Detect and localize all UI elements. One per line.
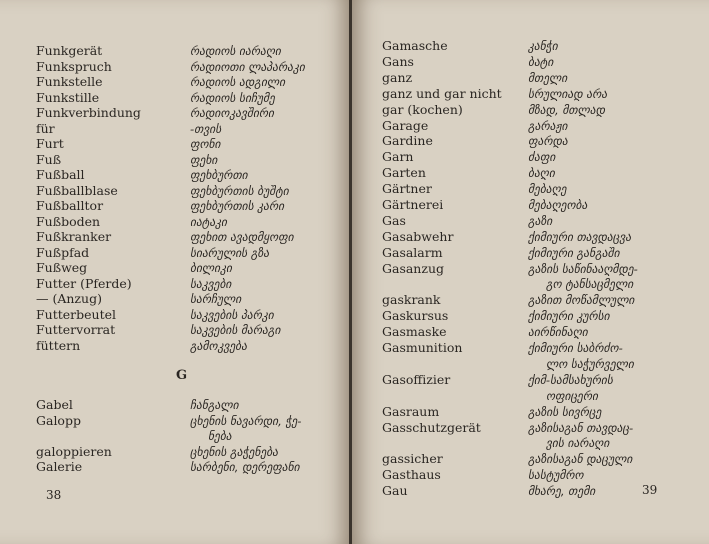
german-headword: Fußpfad (36, 244, 90, 260)
georgian-translation: რადიოს იარაღი (190, 44, 281, 58)
german-headword: galoppieren (36, 443, 112, 459)
german-headword: Funkstille (36, 89, 100, 105)
georgian-translation: რადიოს ადგილი (190, 75, 286, 89)
german-headword: Gasalarm (382, 244, 443, 260)
german-headword: Fußball (36, 167, 85, 182)
georgian-translation: გაზისაგან დაცული (528, 452, 633, 467)
german-headword: Gasabwehr (382, 228, 454, 244)
german-headword: Gasschutzgerät (382, 419, 481, 435)
georgian-translation: მებაღე (528, 182, 567, 197)
georgian-translation: ცხენის ნავარდი, ჭე- (190, 413, 302, 428)
german-headword: Gans (382, 53, 414, 69)
georgian-translation: გაზის საწინააღმდე- (528, 261, 638, 276)
german-headword: Funkverbindung (36, 105, 141, 120)
georgian-translation: ფეხით ავადმყოფი (190, 230, 294, 244)
left-page (0, 0, 351, 544)
georgian-translation-continued: ნება (208, 429, 232, 443)
german-headword: gaskrank (382, 292, 441, 308)
german-headword: ganz (382, 69, 413, 85)
georgian-translation: ფარდა (528, 134, 568, 149)
german-headword: Gasmunition (382, 340, 463, 356)
georgian-translation: სასტუმრო (528, 468, 584, 483)
german-headword: Furt (36, 136, 64, 151)
german-headword: Gabel (36, 397, 73, 412)
german-headword: — (Anzug) (36, 291, 102, 306)
german-headword: Fußweg (36, 260, 88, 275)
georgian-translation: ფეხბურთის ბუშტი (190, 183, 289, 198)
georgian-translation: მთელი (528, 70, 568, 85)
georgian-translation: ძაფი (528, 150, 556, 165)
german-headword: Funkspruch (36, 58, 112, 74)
georgian-translation: ფეხბურთი (190, 168, 248, 182)
german-headword: Futterbeutel (36, 306, 117, 322)
german-headword: Galerie (36, 459, 83, 474)
german-headword: Gärtnerei (382, 197, 444, 212)
georgian-translation: სრულიად არა (528, 86, 608, 101)
german-headword: Fußboden (36, 213, 101, 229)
german-headword: Gasoffizier (382, 371, 451, 387)
georgian-translation: ქიმიური საბრძო- (528, 341, 623, 356)
german-headword: Funkgerät (36, 43, 103, 58)
german-headword: gar (kochen) (382, 101, 463, 117)
georgian-translation: მხარე, თემი (528, 484, 596, 499)
georgian-translation: მზად, მთლად (528, 102, 606, 117)
german-headword: Fußkranker (36, 229, 112, 244)
page-number-right: 39 (642, 483, 658, 497)
georgian-translation: -თვის (190, 121, 222, 136)
right-entry-list (352, 0, 709, 544)
georgian-translation: საკვები (190, 276, 232, 291)
georgian-translation: ბილიკი (190, 261, 232, 275)
georgian-translation: რადიოკავშირი (190, 106, 275, 120)
german-headword: Gaskursus (382, 308, 449, 324)
georgian-translation: გარაჟი (528, 118, 568, 133)
georgian-translation: ცხენის გაჭენება (190, 444, 279, 459)
german-headword: Fußballblase (36, 182, 118, 198)
georgian-translation: რადიოთი ლაპარაკი (190, 59, 305, 74)
german-headword: für (36, 120, 55, 136)
georgian-translation: გაზის სივრცე (528, 404, 602, 419)
georgian-translation: გაზით მოწამლული (528, 293, 635, 308)
german-headword: Gamasche (382, 38, 448, 53)
german-headword: Gardine (382, 133, 433, 149)
german-headword: Funkstelle (36, 74, 103, 89)
georgian-translation: ბაღი (528, 166, 555, 181)
georgian-translation: კანჭი (528, 39, 558, 53)
georgian-translation: რადიოს სიჩუმე (190, 90, 275, 105)
german-headword: Galopp (36, 412, 81, 428)
georgian-translation: ბატი (528, 54, 554, 69)
georgian-translation: აირწინაღი (528, 325, 588, 340)
german-headword: Garage (382, 117, 429, 133)
german-headword: Gas (382, 212, 406, 228)
german-headword: Gasraum (382, 403, 440, 419)
georgian-translation: საკვების მარაგი (190, 323, 281, 337)
page-number-left: 38 (46, 488, 62, 502)
georgian-translation-continued: ოფიცერი (546, 388, 598, 403)
german-headword: Gasthaus (382, 467, 441, 483)
german-headword: Fuß (36, 151, 62, 167)
german-headword: Garn (382, 149, 414, 165)
german-headword: gassicher (382, 451, 443, 467)
georgian-translation: სარჩული (190, 292, 242, 306)
georgian-translation: ფეხბურთის კარი (190, 199, 285, 213)
georgian-translation: ქიმიური კურსი (528, 309, 610, 324)
georgian-translation: ქიმიური განგაში (528, 245, 620, 260)
left-g-entry-list (0, 0, 350, 544)
section-letter: G (176, 368, 188, 383)
georgian-translation: გაზი (528, 213, 553, 228)
german-headword: Gau (382, 483, 408, 499)
georgian-translation: ჩანგალი (190, 398, 239, 412)
right-page (352, 0, 709, 544)
georgian-translation: ფონი (190, 137, 221, 151)
georgian-translation-continued: ლო საჭურველი (546, 356, 634, 371)
german-headword: Fußballtor (36, 198, 104, 213)
german-headword: füttern (36, 337, 81, 353)
georgian-translation-continued: ვის იარაღი (546, 436, 610, 451)
german-headword: Futter (Pferde) (36, 275, 132, 291)
georgian-translation: იატაკი (190, 214, 227, 229)
georgian-translation-continued: გო ტანსაცმელი (546, 277, 634, 292)
georgian-translation: მებაღეობა (528, 198, 588, 212)
german-headword: Garten (382, 165, 426, 181)
georgian-translation: ქიმიური თავდაცვა (528, 229, 632, 244)
georgian-translation: სარბენი, დერეფანი (190, 460, 300, 474)
german-headword: Gasanzug (382, 260, 444, 276)
georgian-translation: ფეხი (190, 152, 218, 167)
georgian-translation: გაზისაგან თავდაც- (528, 420, 634, 435)
georgian-translation: საკვების პარკი (190, 307, 274, 322)
german-headword: Gärtner (382, 181, 432, 197)
georgian-translation: გამოკვება (190, 338, 247, 353)
german-headword: Futtervorrat (36, 322, 116, 337)
georgian-translation: სიარულის გზა (190, 245, 270, 260)
georgian-translation: ქიმ-სამსახურის (528, 372, 613, 387)
german-headword: Gasmaske (382, 324, 447, 340)
german-headword: ganz und gar nicht (382, 85, 502, 101)
